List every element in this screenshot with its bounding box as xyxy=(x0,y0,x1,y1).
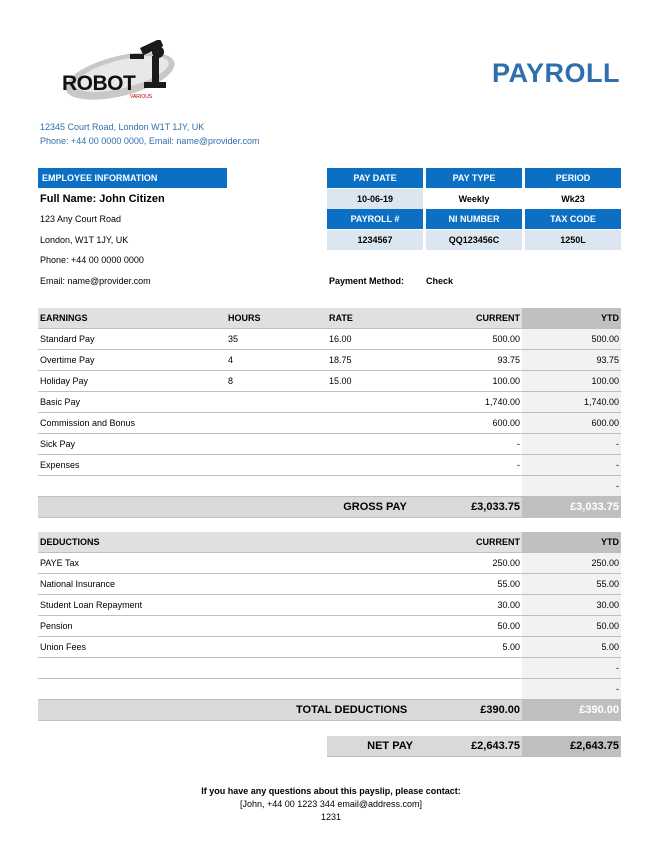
table-cell: Student Loan Repayment xyxy=(38,595,423,616)
table-cell: 50.00 xyxy=(522,616,621,637)
table-cell: 18.75 xyxy=(327,350,423,371)
table-row xyxy=(38,455,621,476)
table-cell xyxy=(226,476,327,497)
table-row xyxy=(38,350,621,371)
payment-method-value: Check xyxy=(426,276,454,286)
table-cell: 50.00 xyxy=(423,616,522,637)
col-current: CURRENT xyxy=(423,308,522,329)
payroll-number-value: 1234567 xyxy=(327,230,423,250)
table-cell: Expenses xyxy=(38,455,226,476)
col-current: CURRENT xyxy=(423,532,522,553)
table-cell: 250.00 xyxy=(522,553,621,574)
table-cell: Holiday Pay xyxy=(38,371,226,392)
table-cell: Standard Pay xyxy=(38,329,226,350)
table-cell xyxy=(38,679,423,700)
employee-name: Full Name: John Citizen xyxy=(40,193,165,205)
gross-pay-label: GROSS PAY xyxy=(327,497,423,518)
footer-contact-details: [John, +44 00 1223 344 email@address.com] xyxy=(240,799,422,809)
table-cell: PAYE Tax xyxy=(38,553,423,574)
table-cell xyxy=(226,413,327,434)
net-pay-ytd: £2,643.75 xyxy=(522,736,621,757)
earnings-table xyxy=(38,308,621,518)
logo-text: ROBOT xyxy=(62,72,136,95)
footer-contact-prompt: If you have any questions about this payslip, please contact: xyxy=(201,786,461,796)
table-cell: - xyxy=(522,658,621,679)
page-title: PAYROLL xyxy=(491,58,620,88)
table-cell xyxy=(327,476,423,497)
table-cell: 30.00 xyxy=(522,595,621,616)
total-deductions-row xyxy=(38,700,621,721)
col-rate: RATE xyxy=(327,308,423,329)
company-contact: Phone: +44 00 0000 0000, Email: name@provider.com xyxy=(40,136,260,146)
total-deductions-current: £390.00 xyxy=(423,700,522,721)
period-label: PERIOD xyxy=(525,168,621,188)
table-row xyxy=(38,595,621,616)
table-cell: 16.00 xyxy=(327,329,423,350)
table-cell: 93.75 xyxy=(522,350,621,371)
pay-type-value: Weekly xyxy=(426,189,522,209)
net-pay-table xyxy=(327,736,621,757)
pay-type-label: PAY TYPE xyxy=(426,168,522,188)
table-cell: 35 xyxy=(226,329,327,350)
col-earnings: EARNINGS xyxy=(38,308,226,329)
table-cell: 500.00 xyxy=(522,329,621,350)
table-cell xyxy=(423,476,522,497)
employee-phone: Phone: +44 00 0000 0000 xyxy=(40,255,144,265)
gross-pay-current: £3,033.75 xyxy=(423,497,522,518)
employee-address1: 123 Any Court Road xyxy=(40,214,122,224)
table-cell xyxy=(327,455,423,476)
table-cell: 100.00 xyxy=(423,371,522,392)
table-cell: 8 xyxy=(226,371,327,392)
table-cell: 4 xyxy=(226,350,327,371)
table-cell xyxy=(423,658,522,679)
col-deductions: DEDUCTIONS xyxy=(38,532,423,553)
table-cell xyxy=(423,679,522,700)
table-cell: - xyxy=(423,455,522,476)
table-row xyxy=(38,371,621,392)
employee-address2: London, W1T 1JY, UK xyxy=(40,235,129,245)
earnings-header-row xyxy=(38,308,621,329)
tax-code-value: 1250L xyxy=(525,230,621,250)
pay-date-value: 10-06-19 xyxy=(327,189,423,209)
table-row xyxy=(38,329,621,350)
table-cell: National Insurance xyxy=(38,574,423,595)
net-pay-label: NET PAY xyxy=(327,736,423,757)
table-cell xyxy=(226,455,327,476)
employee-email: Email: name@provider.com xyxy=(40,276,151,286)
table-cell: 55.00 xyxy=(522,574,621,595)
table-cell xyxy=(327,392,423,413)
table-cell: 1,740.00 xyxy=(423,392,522,413)
table-cell: Pension xyxy=(38,616,423,637)
table-cell: 1,740.00 xyxy=(522,392,621,413)
period-value: Wk23 xyxy=(525,189,621,209)
tax-code-label: TAX CODE xyxy=(525,209,621,229)
table-cell xyxy=(327,434,423,455)
table-row xyxy=(38,553,621,574)
table-cell: 55.00 xyxy=(423,574,522,595)
company-logo xyxy=(58,40,176,110)
table-row xyxy=(38,658,621,679)
table-cell: - xyxy=(522,455,621,476)
table-row xyxy=(38,574,621,595)
table-cell xyxy=(327,413,423,434)
table-cell: - xyxy=(522,679,621,700)
table-cell: 5.00 xyxy=(423,637,522,658)
gross-pay-row xyxy=(38,497,621,518)
table-cell: 15.00 xyxy=(327,371,423,392)
table-cell: - xyxy=(522,476,621,497)
col-ytd: YTD xyxy=(522,308,621,329)
total-deductions-label: TOTAL DEDUCTIONS xyxy=(38,700,423,721)
table-row xyxy=(38,413,621,434)
company-address: 12345 Court Road, London W1T 1JY, UK xyxy=(40,122,205,132)
table-cell: 93.75 xyxy=(423,350,522,371)
ni-number-label: NI NUMBER xyxy=(426,209,522,229)
table-row xyxy=(38,616,621,637)
net-pay-row xyxy=(327,736,621,757)
table-cell: 30.00 xyxy=(423,595,522,616)
table-row xyxy=(38,392,621,413)
table-cell: 100.00 xyxy=(522,371,621,392)
ni-number-value: QQ123456C xyxy=(426,230,522,250)
table-row xyxy=(38,679,621,700)
table-row xyxy=(38,434,621,455)
table-cell xyxy=(226,434,327,455)
table-cell: 5.00 xyxy=(522,637,621,658)
logo-subtext: VARIOUS xyxy=(130,94,153,100)
table-cell: 250.00 xyxy=(423,553,522,574)
payroll-number-label: PAYROLL # xyxy=(327,209,423,229)
deductions-header-row xyxy=(38,532,621,553)
pay-date-label: PAY DATE xyxy=(327,168,423,188)
table-cell: Sick Pay xyxy=(38,434,226,455)
table-cell xyxy=(38,476,226,497)
gross-pay-ytd: £3,033.75 xyxy=(522,497,621,518)
table-cell: Overtime Pay xyxy=(38,350,226,371)
employee-info-header: EMPLOYEE INFORMATION xyxy=(38,168,227,188)
table-cell: Basic Pay xyxy=(38,392,226,413)
table-cell: Commission and Bonus xyxy=(38,413,226,434)
table-cell: 500.00 xyxy=(423,329,522,350)
table-cell: 600.00 xyxy=(522,413,621,434)
table-row xyxy=(38,476,621,497)
footer-number: 1231 xyxy=(320,812,342,822)
deductions-table xyxy=(38,532,621,721)
payment-method-label: Payment Method: xyxy=(329,276,405,286)
table-cell: Union Fees xyxy=(38,637,423,658)
total-deductions-ytd: £390.00 xyxy=(522,700,621,721)
col-hours: HOURS xyxy=(226,308,327,329)
table-cell xyxy=(38,658,423,679)
table-cell: - xyxy=(522,434,621,455)
col-ytd: YTD xyxy=(522,532,621,553)
table-cell: 600.00 xyxy=(423,413,522,434)
table-cell xyxy=(226,392,327,413)
table-row xyxy=(38,637,621,658)
table-cell: - xyxy=(423,434,522,455)
net-pay-current: £2,643.75 xyxy=(423,736,522,757)
